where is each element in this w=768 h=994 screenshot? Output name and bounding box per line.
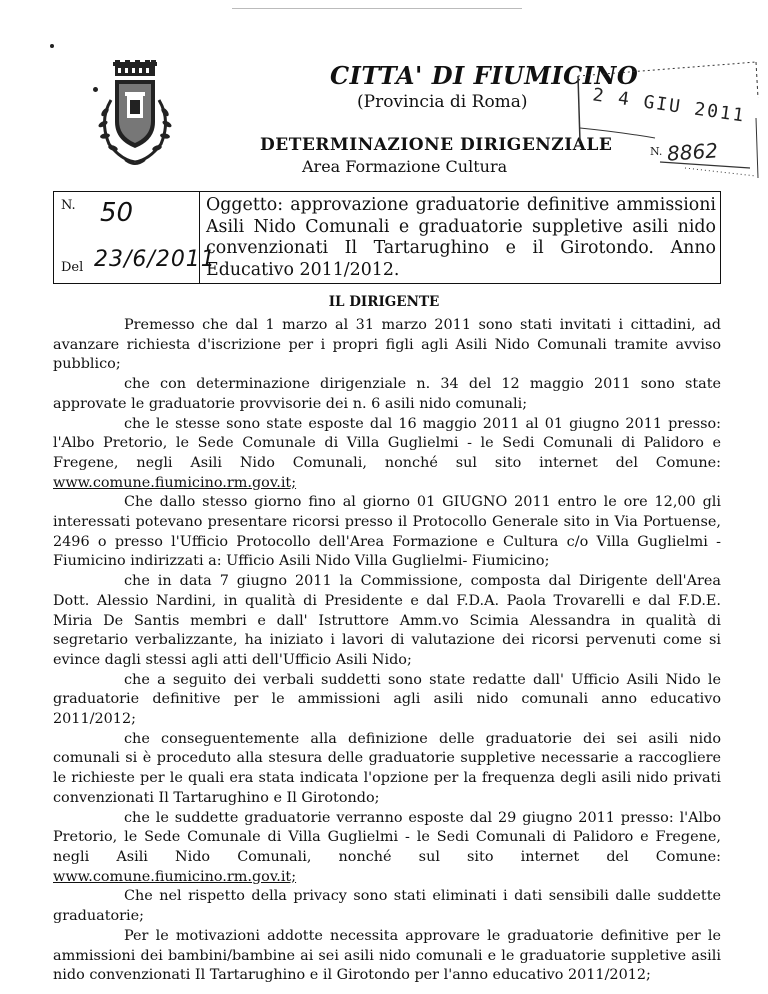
paragraph: che conseguentemente alla definizione delle graduatorie dei sei asili nido comunali si è proceduto alla stesura delle graduatorie suppletive necessarie a raccogliere le richieste per le quali era stata indicata l'opzione per la frequenza degli asili nido privati convenzionati Il Tartarughino e Il Girotondo; <box>53 730 721 806</box>
paragraph <box>53 809 721 888</box>
section-heading: IL DIRIGENTE <box>328 294 440 310</box>
paragraph: Premesso che dal 1 marzo al 31 marzo 2011 sono stati invitati i cittadini, ad avanzare richiesta d'iscrizione per i propri figli agli Asili Nido Comunali tramite avviso pubblico; <box>53 317 721 373</box>
subject-text: Oggetto: approvazione graduatorie definitive ammissioni Asili Nido Comunali e graduatorie suppletive asili nido convenzionati Il Tartarughino e il Girotondo. Anno Educativo 2011/2012. <box>206 195 716 280</box>
scan-edge-line <box>232 8 522 9</box>
stamp-date: 2 4 GIU 2011 <box>591 84 747 127</box>
number-value: 50 <box>100 198 134 228</box>
scan-speck <box>50 44 54 48</box>
paragraph: Che dallo stesso giorno fino al giorno 01 GIUGNO 2011 entro le ore 12,00 gli interessati potevano presentare ricorsi presso il Protocollo Generale sito in Via Portuense, 2496 o presso l'Ufficio Protocollo dell'Area Formazione e Cultura c/o Villa Guglielmi - Fiumicino indirizzati a: Ufficio Asili Nido Villa Guglielmi- Fiumicino; <box>53 494 721 570</box>
paragraph: che con determinazione dirigenziale n. 34 del 12 maggio 2011 sono state approvate le graduatorie provvisorie dei n. 6 asili nido comunali; <box>53 376 721 412</box>
paragraph: Che nel rispetto della privacy sono stati eliminati i dati sensibili dalle suddette graduatorie; <box>53 888 721 925</box>
number-label: N. <box>61 198 76 213</box>
paragraph: che a seguito dei verbali suddetti sono state redatte dall' Ufficio Asili Nido le graduatorie definitive per le ammissioni agli asili nido comunali anno educativo 2011/2012; <box>53 671 721 728</box>
document-type-heading: DETERMINAZIONE DIRIGENZIALE <box>260 135 613 155</box>
paragraph <box>53 415 721 494</box>
paragraph: Per le motivazioni addotte necessita approvare le graduatorie definitive per le ammissioni dei bambini/bambine ai sei asili nido comunali e le graduatorie suppletive asili nido convenzionati Il Tartarughino e il Girotondo per l'anno educativo 2011/2012; <box>53 927 721 984</box>
paragraph: che in data 7 giugno 2011 la Commissione, composta dal Dirigente dell'Area Dott. Alessio Nardini, in qualità di Presidente e dal F.D.A. Paola Trovarelli e dal F.D.E. Miria De Santis membri e dall' Istruttore Amm.vo Scimia Alessandra in qualità di segretario verbalizzante, ha iniziato i lavori di valutazione dei ricorsi pervenuti come si evince dagli stessi agli atti dell'Ufficio Asili Nido; <box>53 573 721 668</box>
website-link[interactable]: www.comune.fiumicino.rm.gov.it; <box>53 868 297 885</box>
date-label: Del <box>61 260 84 275</box>
document-body <box>53 316 721 986</box>
province-subtitle: (Provincia di Roma) <box>357 92 528 112</box>
date-value: 23/6/2011 <box>94 247 216 272</box>
website-link[interactable]: www.comune.fiumicino.rm.gov.it; <box>53 474 297 491</box>
city-title: CITTA' DI FIUMICINO <box>330 61 639 90</box>
department-area: Area Formazione Cultura <box>302 157 508 176</box>
paragraph-text: che le stesse sono state esposte dal 16 maggio 2011 al 01 giugno 2011 presso: l'Albo Pretorio, le Sede Comunale di Villa Guglielmi - le Sedi Comunali di Palidoro e Fregene, negli Asili Nido Comunali, nonché sul sito internet del Comune: <box>53 415 721 471</box>
paragraph-text: che le suddette graduatorie verranno esposte dal 29 giugno 2011 presso: l'Albo Pretorio, le Sede Comunale di Villa Guglielmi - le Sedi Comunali di Palidoro e Fregene, negli Asili Nido Comunali, nonché sul sito internet del Comune: <box>53 809 721 865</box>
stamp-number: 8862 <box>666 138 719 166</box>
city-crest-icon <box>85 60 185 172</box>
stamp-number-prefix: N. <box>650 145 663 158</box>
